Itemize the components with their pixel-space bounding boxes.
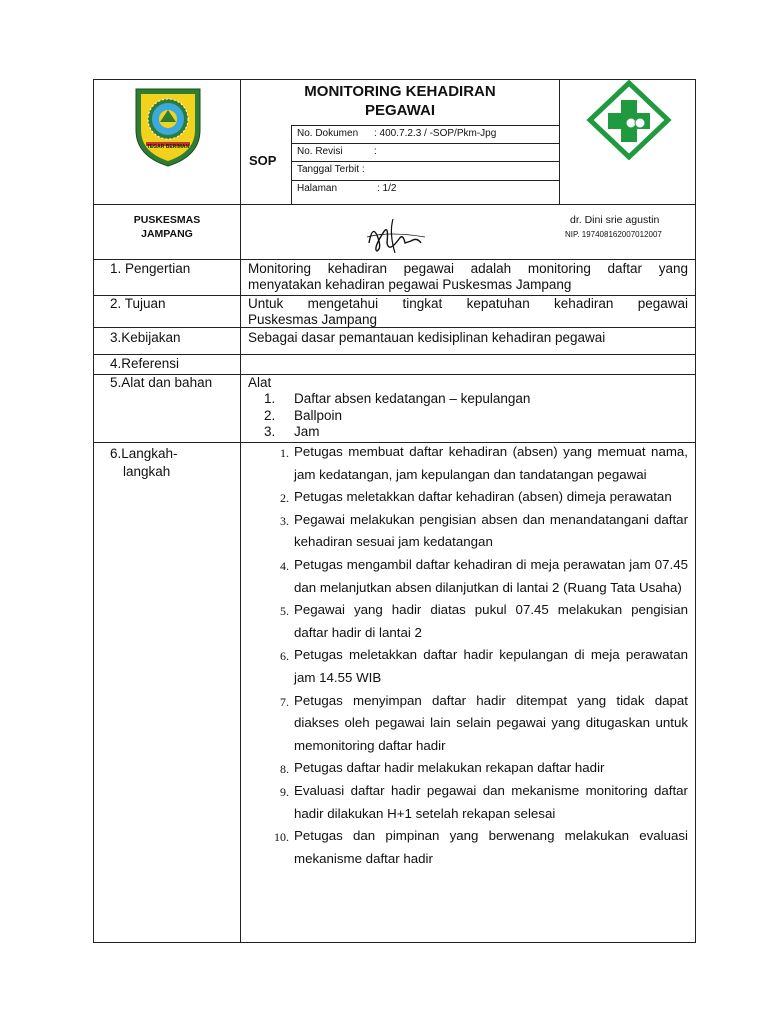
step-number: 8. [280, 762, 289, 777]
step-number: 1. [280, 446, 289, 460]
column-divider [559, 80, 560, 204]
section-label-alat: 5.Alat dan bahan [110, 375, 213, 390]
kebijakan-text: Sebagai dasar pemantauan kedisiplinan kehadiran pegawai [248, 330, 606, 345]
step-text: Pegawai yang hadir diatas pukul 07.45 melakukan pengisian daftar hadir di lantai 2 [294, 602, 688, 640]
info-divider [291, 143, 559, 144]
signer-nip: NIP. 197408162007012007 [565, 230, 662, 239]
tujuan-line-2: Puskesmas Jampang [248, 312, 378, 327]
signature-image [359, 213, 449, 257]
revision-label: No. Revisi [297, 146, 343, 157]
row-divider [94, 354, 695, 355]
section-label-langkah [110, 445, 178, 481]
step-item [241, 599, 696, 644]
step-item [241, 486, 696, 509]
step-item [241, 441, 696, 486]
sop-label: SOP [249, 153, 277, 168]
column-divider [291, 125, 292, 204]
doc-number-label: No. Dokumen [297, 128, 359, 139]
tujuan-line-1: Untuk mengetahui tingkat kepatuhan kehadiran pegawai [248, 296, 688, 311]
step-text: Petugas meletakkan daftar hadir kepulangan di meja perawatan jam 14.55 WIB [294, 647, 688, 685]
regency-emblem [132, 86, 204, 172]
row-divider [94, 204, 695, 205]
row-divider [94, 259, 695, 260]
section-label-referensi: 4.Referensi [110, 356, 180, 371]
info-divider [291, 125, 559, 126]
org-line-1: PUSKESMAS [133, 214, 201, 226]
section-label-kebijakan: 3.Kebijakan [110, 330, 181, 345]
step-text: Petugas daftar hadir melakukan rekapan daftar hadir [294, 760, 605, 776]
org-line-2: JAMPANG [141, 228, 193, 240]
step-item [241, 825, 696, 870]
step-item [241, 780, 696, 825]
step-number: 5. [280, 604, 289, 619]
step-item [241, 509, 696, 554]
page-value: : 1/2 [377, 183, 397, 194]
emblem-motto: TEGAR BERIMAN [146, 144, 190, 150]
step-text: Petugas menyimpan daftar hadir ditempat yang tidak dapat diakses oleh pegawai lain selain pegawai yang ditugaskan untuk memonitoring daftar hadir [294, 692, 688, 753]
revision-value: : [374, 146, 377, 157]
step-text: Evaluasi daftar hadir pegawai dan mekanisme monitoring daftar hadir dilakukan H+1 setelah rekapan selesai [294, 782, 688, 821]
step-item [241, 690, 696, 758]
step-text: Petugas membuat daftar kehadiran (absen) yang memuat nama, jam kedatangan, jam kepulangan dan tandatangan pegawai [294, 444, 688, 482]
signer-name: dr. Dini srie agustin [570, 214, 660, 226]
langkah-label-line-2: langkah [123, 464, 171, 479]
step-text: Petugas mengambil daftar kehadiran di meja perawatan jam 07.45 dan melanjutkan absen dilanjutkan di lantai 2 (Ruang Tata Usaha) [294, 556, 688, 595]
issue-date-label: Tanggal Terbit : [297, 164, 365, 175]
pengertian-line-1: Monitoring kehadiran pegawai adalah monitoring daftar yang [248, 261, 688, 276]
step-text: Pegawai melakukan pengisian absen dan menandatangani daftar kehadiran sesuai jam kedatangan [294, 511, 688, 550]
step-text: Petugas dan pimpinan yang berwenang melakukan evaluasi mekanisme daftar hadir [294, 828, 688, 866]
list-item-text: Jam [294, 424, 320, 439]
doc-number-value: : 400.7.2.3 / -SOP/Pkm-Jpg [374, 128, 497, 139]
step-number: 10. [274, 830, 289, 845]
section-label-pengertian: 1. Pengertian [110, 261, 191, 276]
alat-list [242, 391, 682, 441]
puskesmas-logo [584, 80, 674, 160]
title-line-1: MONITORING KEHADIRAN [304, 83, 496, 100]
page-label: Halaman [297, 183, 338, 194]
list-item [242, 391, 682, 408]
steps-list [241, 441, 696, 870]
list-item-text: Daftar absen kedatangan – kepulangan [294, 391, 531, 406]
step-number: 6. [280, 649, 289, 664]
step-text: Petugas meletakkan daftar kehadiran (absen) dimeja perawatan [294, 489, 672, 505]
list-item-number: 1. [264, 391, 276, 406]
sop-document [93, 79, 696, 943]
step-item [241, 554, 696, 599]
title-line-2: PEGAWAI [364, 102, 435, 119]
step-number: 3. [280, 513, 289, 528]
list-item [242, 408, 682, 425]
step-number: 4. [280, 558, 289, 573]
step-item [241, 644, 696, 689]
list-item-number: 2. [264, 407, 276, 423]
step-item [241, 757, 696, 780]
section-label-tujuan: 2. Tujuan [110, 296, 166, 311]
step-number: 2. [280, 491, 289, 506]
document-title [241, 82, 559, 120]
alat-heading: Alat [248, 375, 272, 390]
langkah-label-line-1: 6.Langkah- [110, 446, 178, 461]
list-item-number: 3. [264, 424, 276, 439]
info-divider [291, 161, 559, 162]
info-divider [291, 180, 559, 181]
pengertian-line-2: menyatakan kehadiran pegawai Puskesmas Jampang [248, 277, 572, 292]
list-item [242, 424, 682, 441]
step-number: 9. [280, 784, 289, 799]
list-item-text: Ballpoin [294, 407, 343, 423]
organization-name [94, 213, 240, 241]
step-number: 7. [280, 694, 289, 709]
